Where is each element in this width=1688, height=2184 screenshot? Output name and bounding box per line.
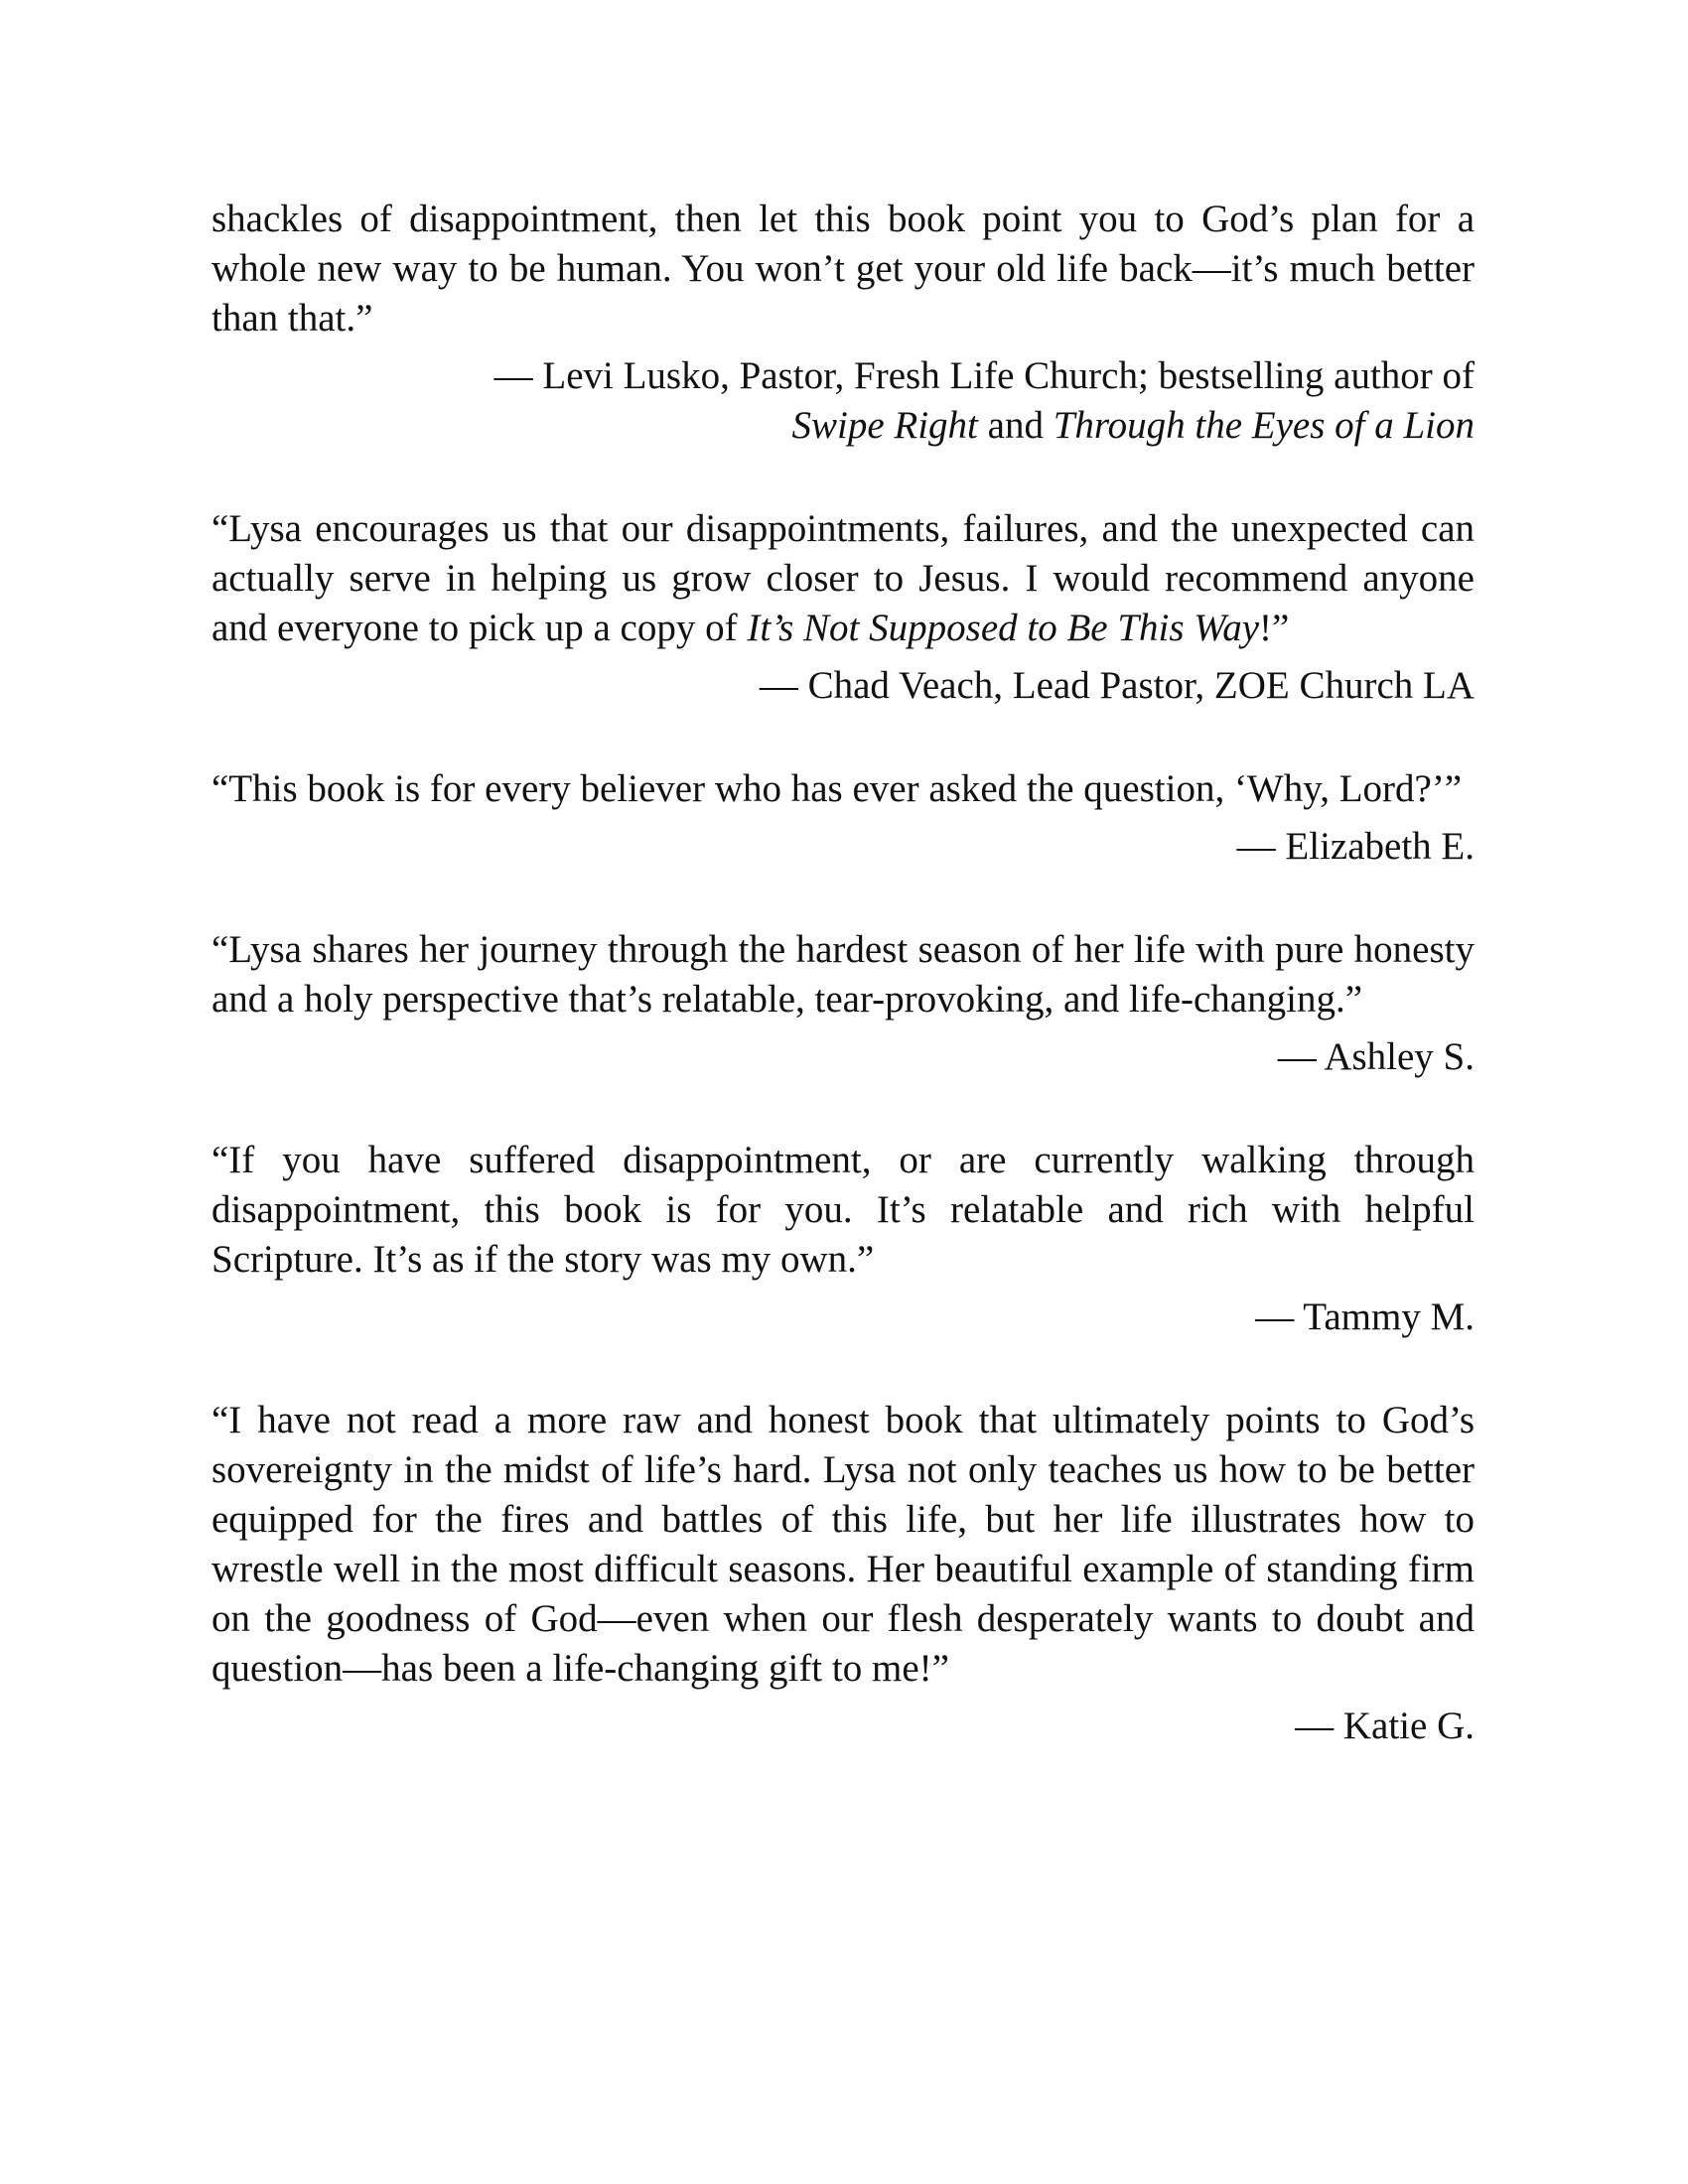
quote-text: !” bbox=[1259, 607, 1290, 649]
attribution-text: and bbox=[977, 404, 1054, 447]
book-title: It’s Not Supposed to Be This Way bbox=[747, 607, 1260, 649]
attribution-text: — Chad Veach, Lead Pastor, ZOE Church LA bbox=[759, 664, 1475, 707]
endorsements-page bbox=[211, 195, 1475, 1751]
attribution-text: — Ashley S. bbox=[1277, 1035, 1475, 1078]
endorsement-block bbox=[211, 1136, 1475, 1342]
endorsement-attribution bbox=[211, 1285, 1475, 1342]
endorsement-attribution bbox=[211, 343, 1475, 451]
attribution-text: — Tammy M. bbox=[1255, 1296, 1475, 1338]
endorsement-attribution bbox=[211, 814, 1475, 872]
endorsement-block bbox=[211, 925, 1475, 1082]
endorsement-block bbox=[211, 764, 1475, 872]
quote-text: “If you have suffered disappointment, or are currently walking through disappointment, this book is for you. It’s relatable and rich with helpful Scripture. It’s as if the story was my own.” bbox=[211, 1139, 1475, 1281]
attribution-text: — Elizabeth E. bbox=[1236, 825, 1475, 868]
attribution-text: — Levi Lusko, Pastor, Fresh Life Church; bestselling author of bbox=[493, 354, 1475, 397]
quote-text: “This book is for every believer who has ever asked the question, ‘Why, Lord?’” bbox=[211, 767, 1463, 810]
quote-text: “Lysa encourages us that our disappointments, failures, and the unexpected can actually serve in helping us grow closer to Jesus. I would recommend anyone and everyone to pick up a copy of bbox=[211, 507, 1475, 649]
endorsement-attribution bbox=[211, 653, 1475, 711]
endorsement-quote bbox=[211, 1136, 1475, 1285]
endorsement-quote bbox=[211, 504, 1475, 653]
quote-text: “I have not read a more raw and honest book that ultimately points to God’s sovereignty in the midst of life’s hard. Lysa not only teaches us how to be better equipped for the fires and battles of this life, but her life illustrates how to wrestle well in the most difficult seasons. Her beautiful example of standing firm on the goodness of God—even when our flesh desperately wants to doubt and question—has been a life-changing gift to me!” bbox=[211, 1399, 1475, 1690]
endorsement-block bbox=[211, 504, 1475, 711]
endorsement-quote bbox=[211, 764, 1475, 814]
book-title: Through the Eyes of a Lion bbox=[1053, 404, 1475, 447]
endorsement-block bbox=[211, 195, 1475, 451]
endorsement-quote bbox=[211, 195, 1475, 343]
book-title: Swipe Right bbox=[791, 404, 978, 447]
endorsement-attribution bbox=[211, 1694, 1475, 1751]
quote-text: shackles of disappointment, then let this book point you to God’s plan for a whole new way to be human. You won’t get your old life back—it’s much better than that.” bbox=[211, 198, 1475, 340]
attribution-text: — Katie G. bbox=[1295, 1705, 1475, 1747]
endorsement-attribution bbox=[211, 1024, 1475, 1082]
quote-text: “Lysa shares her journey through the hardest season of her life with pure honesty and a holy perspective that’s relatable, tear-provoking, and life-changing.” bbox=[211, 928, 1475, 1021]
endorsement-quote bbox=[211, 1396, 1475, 1694]
endorsement-quote bbox=[211, 925, 1475, 1024]
endorsement-block bbox=[211, 1396, 1475, 1751]
